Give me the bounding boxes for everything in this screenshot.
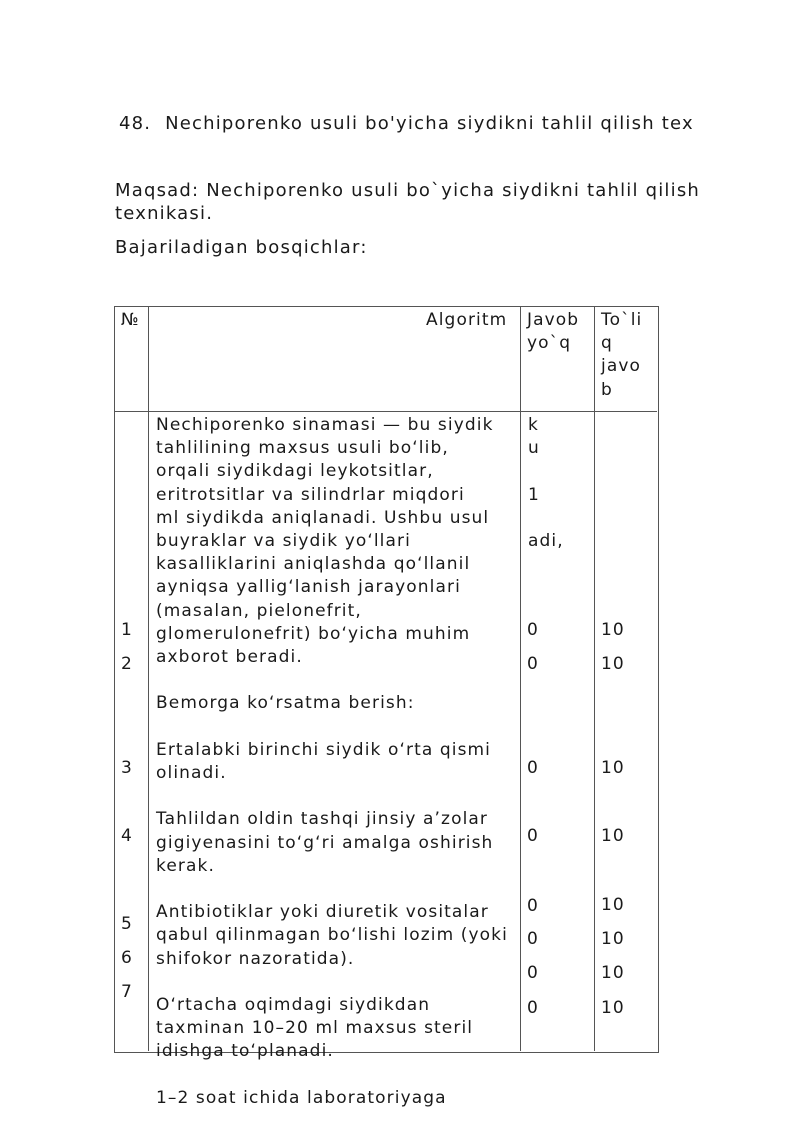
column-divider [594, 306, 595, 1051]
row-number: 6 [121, 948, 133, 968]
full-answer-value: 10 [601, 929, 625, 949]
no-answer-value: 0 [527, 826, 539, 846]
column-divider [520, 306, 521, 1051]
row-number: 2 [121, 654, 133, 674]
overflow-fragments: k u 1 adi, [528, 415, 564, 552]
algorithm-body-text: Nechiporenko sinamasi — bu siydik tahlilining maxsus usuli bo‘lib, orqali siydikdagi leykotsitlar, eritrotsitlar va silindrlar miqdori ml siydikda aniqlanadi. Ushbu usul buyraklar va siydik yo‘llari kasalliklarini aniqlashda qo‘llanil ayniqsa yallig‘lanish jarayonlari (masalan, pielonefrit, glomerulonefrit) bo‘yicha muhim axborot beradi. Bemorga ko‘rsatma berish: Ertalabki birinchi siydik o‘rta qismi olinadi. Tahlildan oldin tashqi jinsiy a’zolar gigiyenasini to‘g‘ri amalga oshirish kerak. Antibiotiklar yoki diuretik vositalar qabul qilinmagan bo‘lishi lozim (yoki shifokor nazoratida). O‘rtacha oqimdagi siydikdan taxminan 10–20 ml maxsus steril idishga to‘planadi. 1–2 soat ichida laboratoriyaga [156, 415, 508, 1108]
row-number: 7 [121, 982, 133, 1002]
no-answer-value: 0 [527, 896, 539, 916]
full-answer-value: 10 [601, 758, 625, 778]
no-answer-value: 0 [527, 929, 539, 949]
no-answer-value: 0 [527, 998, 539, 1018]
no-answer-value: 0 [527, 963, 539, 983]
steps-label: Bajariladigan bosqichlar: [115, 237, 368, 258]
row-number: 1 [121, 620, 133, 640]
full-answer-value: 10 [601, 963, 625, 983]
header-no-answer: Javob yo`q [527, 310, 580, 354]
full-answer-value: 10 [601, 826, 625, 846]
column-divider [148, 306, 149, 1051]
row-number: 3 [121, 758, 133, 778]
header-number: № [121, 310, 140, 330]
full-answer-value: 10 [601, 620, 625, 640]
header-algorithm: Algoritm [426, 310, 508, 330]
full-answer-value: 10 [601, 654, 625, 674]
no-answer-value: 0 [527, 758, 539, 778]
header-full-answer: To`li q javo b [601, 310, 643, 400]
full-answer-value: 10 [601, 895, 625, 915]
question-heading: 48. Nechiporenko usuli bo'yicha siydikni tahlil qilish tex [119, 113, 694, 134]
header-divider [114, 411, 657, 412]
no-answer-value: 0 [527, 620, 539, 640]
no-answer-value: 0 [527, 654, 539, 674]
full-answer-value: 10 [601, 998, 625, 1018]
row-number: 4 [121, 826, 133, 846]
row-number: 5 [121, 914, 133, 934]
goal-text: Maqsad: Nechiporenko usuli bo`yicha siydikni tahlil qilish texnikasi. [115, 180, 701, 224]
